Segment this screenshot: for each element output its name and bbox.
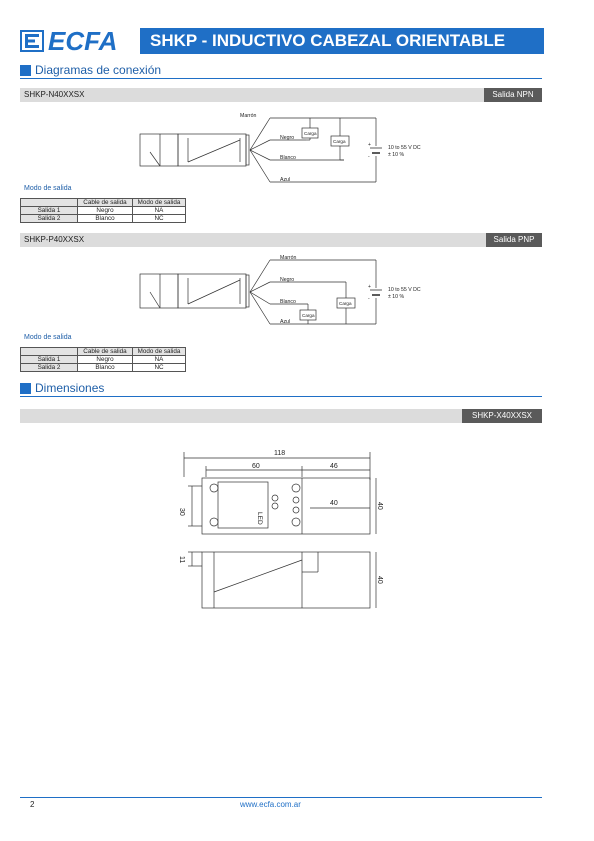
pnp-wire-white: Blanco (280, 299, 296, 305)
pnp-wire-black: Negro (280, 277, 295, 283)
pnp-mode-table (20, 347, 186, 372)
npn-wire-white: Blanco (280, 155, 296, 161)
pnp-wire-blue: Azul (280, 319, 291, 325)
section-title-dimensions: Dimensiones (35, 381, 105, 395)
dim-bottom-height: 40 (376, 576, 383, 584)
dim-right-part: 46 (330, 463, 338, 470)
pnp-model-bar (20, 233, 542, 247)
table-cell: Salida 2 (21, 364, 78, 372)
table-cell: Blanco (78, 215, 133, 223)
dim-height-side: 30 (178, 508, 185, 516)
table-row (21, 207, 186, 215)
table-cell: Salida 1 (21, 356, 78, 364)
pnp-wire-brown: Marrón (280, 255, 297, 261)
pnp-tolerance: ± 10 % (388, 294, 405, 300)
footer-url[interactable]: www.ecfa.com.ar (240, 800, 301, 809)
npn-model-bar (20, 88, 542, 102)
section-marker (20, 65, 31, 76)
pnp-supply: 10 to 55 V DC (388, 287, 421, 293)
table-row (21, 356, 186, 364)
table-row (21, 364, 186, 372)
npn-wiring-diagram (130, 108, 430, 190)
dim-left-part: 60 (252, 463, 260, 470)
table-cell: Negro (78, 207, 133, 215)
dim-inner: 40 (330, 500, 338, 507)
pnp-wiring-diagram (130, 252, 430, 332)
dimension-drawing (170, 442, 390, 617)
pnp-load-1: Carga (339, 301, 352, 306)
npn-load-1: Carga (304, 131, 317, 136)
dim-overall: 118 (274, 450, 286, 457)
npn-wire-brown: Marrón (240, 113, 257, 119)
npn-wire-blue: Azul (280, 177, 291, 183)
npn-model-label: SHKP-N40XXSX (24, 90, 85, 99)
pnp-mode-title: Modo de salida (24, 334, 72, 341)
logo-e-icon (22, 32, 42, 50)
npn-plus: + (368, 142, 371, 148)
table-header: Cable de salida (78, 348, 133, 356)
npn-wire-black: Negro (280, 135, 295, 141)
table-header (21, 348, 78, 356)
npn-load-2: Carga (333, 139, 346, 144)
dim-height-right: 40 (376, 502, 383, 510)
npn-supply: 10 to 55 V DC (388, 145, 421, 151)
page-number: 2 (30, 800, 35, 809)
led-label: LED (256, 512, 263, 525)
pnp-load-2: Carga (302, 313, 315, 318)
table-cell: Salida 1 (21, 207, 78, 215)
npn-tolerance: ± 10 % (388, 152, 405, 158)
table-header: Cable de salida (78, 199, 133, 207)
table-cell: Negro (78, 356, 133, 364)
npn-output-tag: Salida NPN (484, 88, 542, 102)
table-row (21, 215, 186, 223)
pnp-plus: + (368, 284, 371, 290)
dim-bottom-small: 11 (178, 556, 185, 564)
pnp-output-tag: Salida PNP (486, 233, 542, 247)
section-divider (20, 78, 542, 79)
dimensions-model-tag: SHKP-X40XXSX (462, 409, 542, 423)
footer-divider (20, 797, 542, 798)
table-cell: NC (133, 215, 186, 223)
section-marker (20, 383, 31, 394)
table-cell: NA (133, 207, 186, 215)
table-cell: Blanco (78, 364, 133, 372)
page-title: SHKP - INDUCTIVO CABEZAL ORIENTABLE (150, 31, 506, 50)
table-header: Modo de salida (133, 348, 186, 356)
table-header: Modo de salida (133, 199, 186, 207)
table-cell: NC (133, 364, 186, 372)
npn-mode-table (20, 198, 186, 223)
npn-mode-title: Modo de salida (24, 185, 72, 192)
table-header (21, 199, 78, 207)
npn-minus: - (368, 154, 370, 160)
table-cell: NA (133, 356, 186, 364)
section-title-connection: Diagramas de conexión (35, 63, 162, 77)
logo-text: ECFA (48, 26, 118, 56)
pnp-minus: - (368, 296, 370, 302)
pnp-model-label: SHKP-P40XXSX (24, 235, 85, 244)
table-cell: Salida 2 (21, 215, 78, 223)
section-divider (20, 396, 542, 397)
